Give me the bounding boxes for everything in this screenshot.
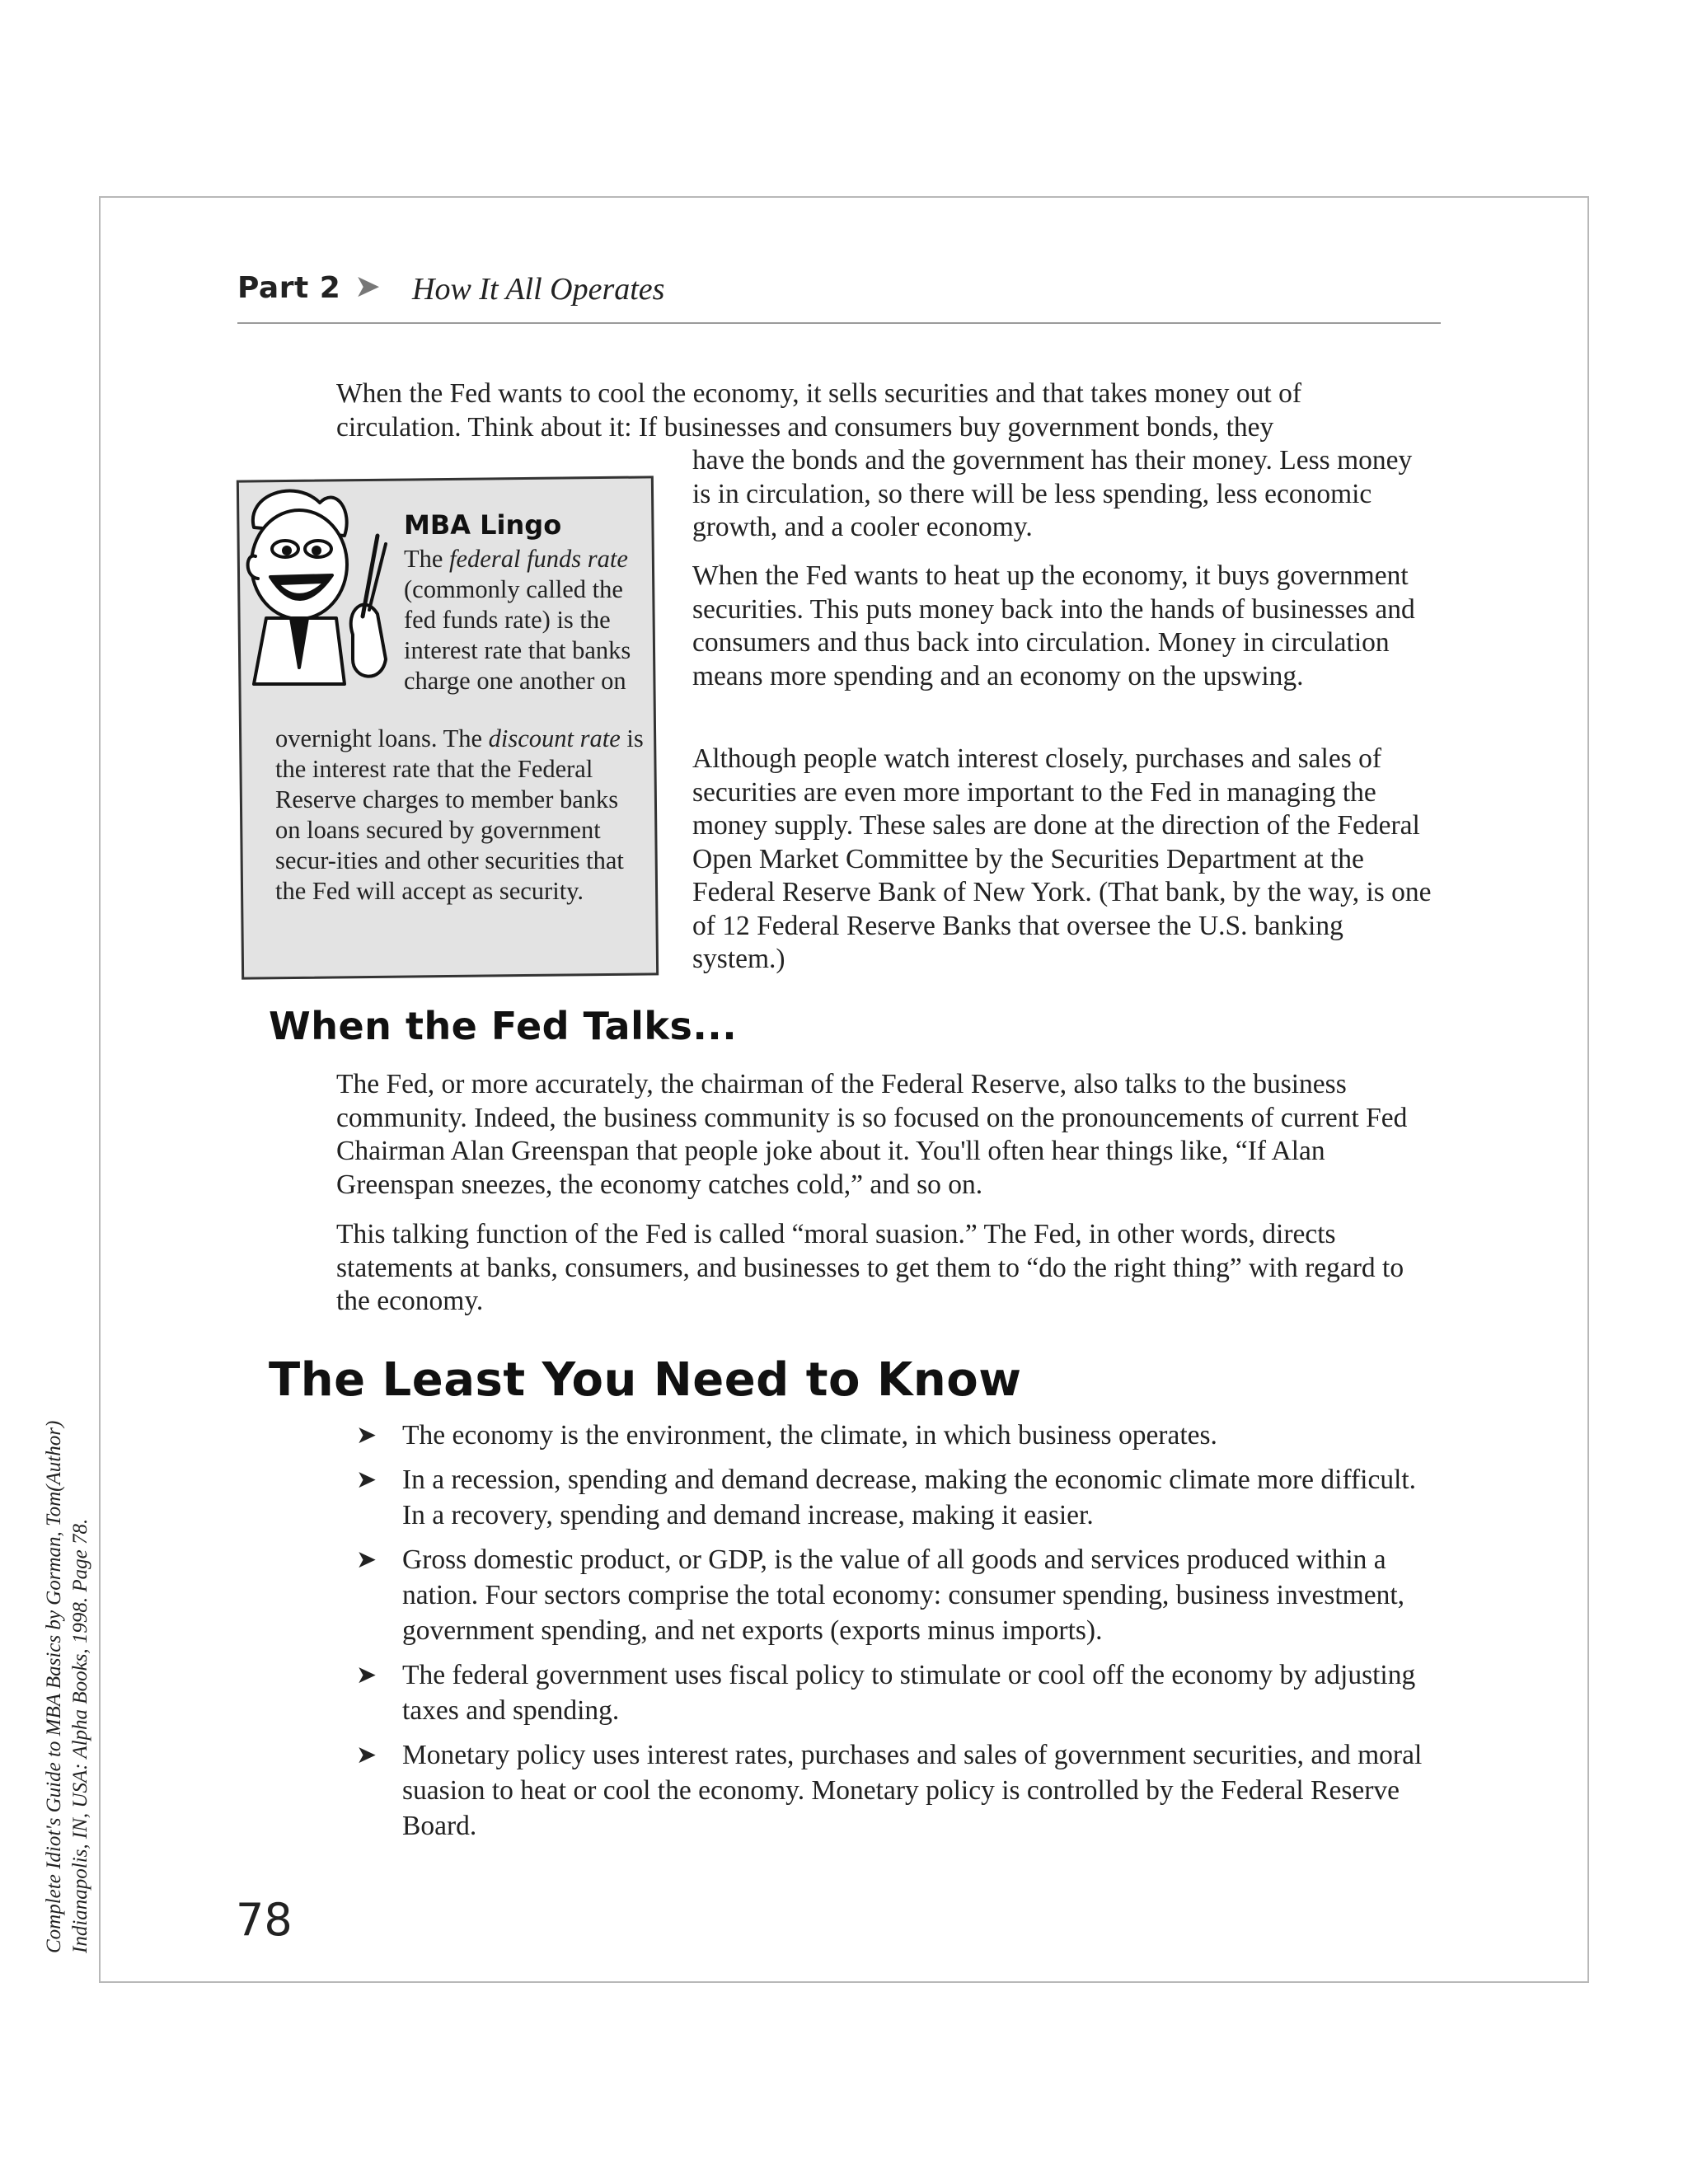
term-federal-funds-rate: federal funds rate (449, 545, 628, 573)
arrow-icon: ➤ (354, 268, 381, 304)
list-item: ➤ Gross domestic product, or GDP, is the value of all goods and services produced within a nation. Four sectors comprise the total economy: consumer spending, business investment, government spending, and net exports (exports minus imports). (356, 1542, 1444, 1648)
heading-least-you-need: The Least You Need to Know (269, 1353, 1022, 1407)
side-credit (41, 1421, 94, 1953)
arrow-bullet-icon: ➤ (356, 1741, 377, 1769)
term-discount-rate: discount rate (488, 724, 621, 752)
list-item: ➤ The economy is the environment, the climate, in which business operates. (356, 1418, 1444, 1453)
running-header (237, 268, 1441, 324)
arrow-bullet-icon: ➤ (356, 1661, 377, 1690)
paragraph-cool-economy-cont: have the bonds and the government has their money. Less money is in circulation, so there will be less spending, less economic growth, and a cooler economy. (692, 445, 1413, 542)
side-credit-line2: Indianapolis, IN, USA: Alpha Books, 1998. Page 78. (69, 1518, 91, 1953)
paragraph-securities: Although people watch interest closely, purchases and sales of securities are even more important to the Fed in managing the money supply. These sales are done at the direction of the Federal Open Market Committee by the Securities Department at the Federal Reserve Bank of New York. (That bank, by the way, is one of 12 Federal Reserve Banks that oversee the U.S. banking system.) (692, 743, 1432, 974)
mba-lingo-sidebar (239, 470, 658, 979)
paragraph-heat-economy: When the Fed wants to heat up the economy, it buys government securities. This puts money back into the hands of businesses and consumers and thus back into circulation. Money in circulation means more spending and an economy on the upswing. (692, 560, 1415, 691)
sidebar-text-top: The federal funds rate (commonly called the fed funds rate) is the interest rate that banks charge one another on (404, 545, 631, 695)
paragraph-moral-suasion: This talking function of the Fed is called “moral suasion.” The Fed, in other words, directs statements at banks, consumers, and businesses to get them to “do the right thing” with regard to the economy. (336, 1219, 1404, 1316)
summary-list (356, 1418, 1444, 1853)
part-label: Part 2 (237, 271, 341, 305)
side-credit-line1: Complete Idiot's Guide to MBA Basics by Gorman, Tom(Author) (43, 1420, 65, 1953)
cartoon-professor-icon (221, 470, 410, 692)
arrow-bullet-icon: ➤ (356, 1545, 377, 1574)
sidebar-title: MBA Lingo (404, 509, 562, 541)
heading-when-fed-talks: When the Fed Talks... (269, 1004, 738, 1048)
list-item: ➤ The federal government uses fiscal policy to stimulate or cool off the economy by adjusting taxes and spending. (356, 1657, 1444, 1728)
sidebar-text-bottom: overnight loans. The discount rate is the interest rate that the Federal Reserve charges to member banks on loans secured by government secur-ities and other securities that the Fed will accept as security. (275, 724, 644, 905)
page-number: 78 (236, 1894, 293, 1946)
list-item: ➤ In a recession, spending and demand decrease, making the economic climate more difficult. In a recovery, spending and demand increase, making it easier. (356, 1462, 1444, 1533)
paragraph-cool-economy: When the Fed wants to cool the economy, it sells securities and that takes money out of circulation. Think about it: If businesses and consumers buy government bonds, they (336, 378, 1301, 443)
arrow-bullet-icon: ➤ (356, 1465, 377, 1494)
chapter-title: How It All Operates (412, 272, 665, 307)
list-item: ➤ Monetary policy uses interest rates, purchases and sales of government securities, and moral suasion to heat or cool the economy. Monetary policy is controlled by the Federal Reserve Board. (356, 1737, 1444, 1844)
paragraph-fed-talks: The Fed, or more accurately, the chairman of the Federal Reserve, also talks to the business community. Indeed, the business community is so focused on the pronouncements of current Fed Chairman Alan Greenspan that people joke about it. You'll often hear things like, “If Alan Greenspan sneezes, the economy catches cold,” and so on. (336, 1069, 1408, 1200)
arrow-bullet-icon: ➤ (356, 1421, 377, 1450)
